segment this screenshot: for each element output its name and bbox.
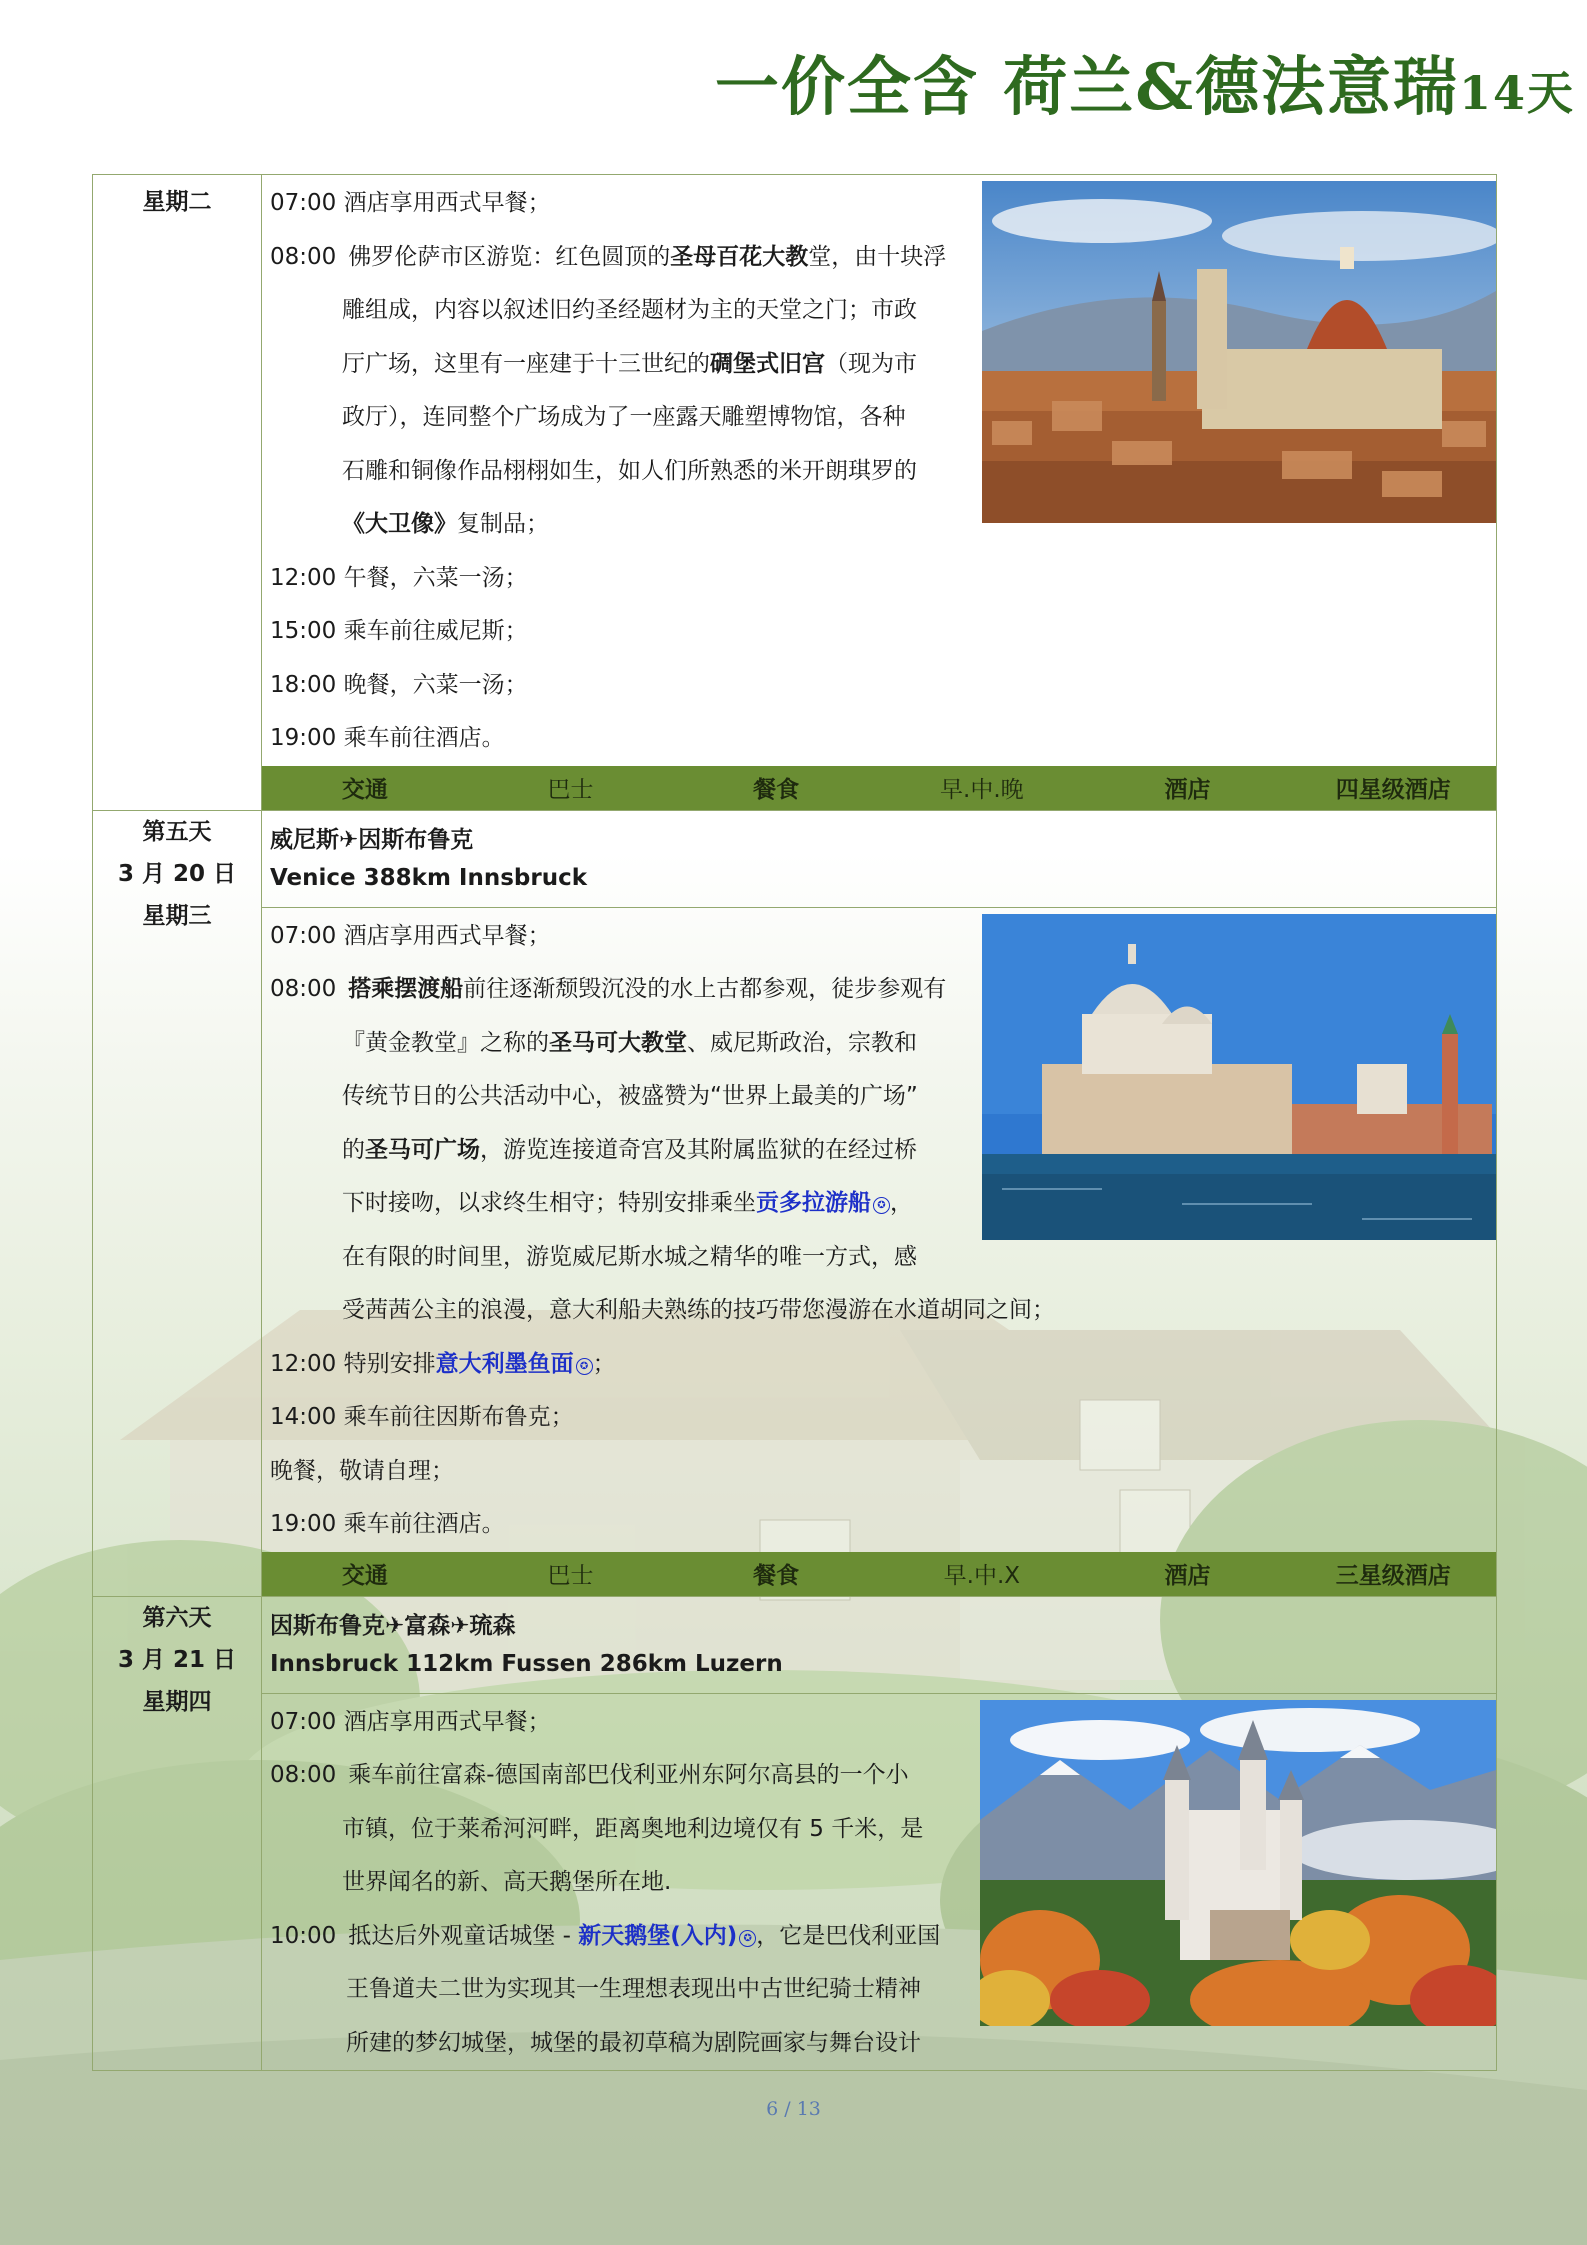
hotel-value: 三星级酒店 [1335,1563,1451,1589]
transport-label: 交通 [341,1563,388,1589]
schedule-text: 的 [342,1136,365,1163]
schedule-line: 19:00 乘车前往酒店。 [270,1511,505,1537]
schedule-line [270,498,1496,552]
schedule-text: 12:00 特别安排 [270,1350,436,1377]
schedule-line [270,1910,1496,1964]
highlight-text: 搭乘摆渡船 [348,976,464,1002]
location-pin-icon: ✪ [739,1930,756,1947]
schedule-line [270,1177,1496,1231]
schedule-line: 石雕和铜像作品栩栩如生，如人们所熟悉的米开朗琪罗的 [342,457,917,484]
schedule-line: 12:00 午餐，六菜一汤； [270,564,528,591]
highlight-text: 圣母百花大教 [670,243,809,270]
day-weekday: 星期四 [142,1688,212,1715]
day-cell [93,810,262,1596]
schedule-text: ，游览连接道奇宫及其附属监狱的在经过桥 [480,1136,917,1163]
schedule-text: ，它是巴伐利亚国 [756,1922,941,1949]
highlight-text: 《大卫像》 [342,511,457,537]
schedule-line: 07:00 酒店享用西式早餐； [270,190,551,216]
schedule-text: 下时接吻，以求终生相守；特别安排乘坐 [342,1190,756,1216]
schedule-line: 政厅），连同整个广场成为了一座露天雕塑博物馆，各种 [342,404,906,430]
transport-value: 巴士 [547,777,594,803]
day-content [262,810,1497,1596]
title-duration: 14天 [1458,66,1575,120]
schedule-line [270,1749,1496,1803]
schedule-line: 07:00 酒店享用西式早餐； [270,1708,551,1735]
location-pin-icon: ✪ [576,1358,593,1375]
neuschwanstein-link[interactable]: 新天鹅堡(入内) [578,1922,738,1949]
meals-value: 早.中.晚 [940,777,1024,803]
schedule-text: 堂，由十块浮 [808,243,947,270]
meals-value: 早.中.X [943,1563,1021,1589]
meals-label: 餐食 [753,1563,800,1589]
day-label: 第五天 [142,818,212,845]
schedule-line [270,1124,1496,1178]
highlight-text: 圣马可广场 [365,1136,480,1163]
route-cn: 因斯布鲁克✈富森✈琉森 [270,1612,516,1639]
schedule-text: ， [890,1190,913,1216]
day-label: 第六天 [142,1604,212,1631]
schedule-line: 王鲁道夫二世为实现其一生理想表现出中古世纪骑士精神 [346,1976,921,2002]
transport-label: 交通 [341,777,388,803]
schedule-line [270,231,1496,285]
schedule-text: 、威尼斯政治，宗教和 [687,1029,917,1056]
day-cell [93,175,262,811]
schedule-text: 『黄金教堂』之称的 [342,1029,549,1056]
schedule-line: 19:00 乘车前往酒店。 [270,725,505,751]
schedule-text: ； [592,1350,616,1377]
hotel-label: 酒店 [1164,1563,1211,1589]
location-pin-icon: ✪ [873,1197,890,1214]
schedule-line: 在有限的时间里，游览威尼斯水城之精华的唯一方式，感 [342,1243,917,1270]
day-content [262,1596,1497,2071]
highlight-text: 圣马可大教堂 [549,1029,687,1056]
schedule-line: 雕组成，内容以叙述旧约圣经题材为主的天堂之门；市政 [342,297,917,323]
schedule-body [262,908,1496,1552]
day-summary-bar [262,766,1496,810]
route-header [262,811,1496,908]
schedule-line: 07:00 酒店享用西式早餐； [270,922,551,949]
schedule-line [270,963,1496,1017]
schedule-text: 抵达后外观童话城堡 - [348,1922,579,1949]
schedule-time: 10:00 [270,1922,337,1949]
day-cell [93,1596,262,2071]
day-content [262,175,1497,811]
itinerary-day-row [93,810,1497,1596]
schedule-body [262,1694,1496,2071]
route-header [262,1597,1496,1694]
schedule-line: 市镇，位于莱希河河畔，距离奥地利边境仅有 5 千米，是 [342,1815,924,1842]
schedule-body [262,175,1496,766]
highlight-text: 碉堡式旧宫 [710,350,825,377]
itinerary-day-row [93,175,1497,811]
schedule-line [270,338,1496,392]
schedule-line [270,1338,1496,1392]
page-title [715,36,1575,128]
schedule-time: 08:00 [270,243,337,270]
day-date: 3 月 21 日 [117,1646,237,1673]
hotel-label: 酒店 [1164,777,1211,803]
route-en: Venice 388km Innsbruck [270,864,588,891]
schedule-line: 传统节日的公共活动中心，被盛赞为“世界上最美的广场” [342,1083,918,1109]
day-weekday: 星期三 [142,902,212,929]
schedule-text: 厅广场，这里有一座建于十三世纪的 [342,350,710,377]
schedule-text: 前往逐渐颓毁沉没的水上古都参观，徒步参观有 [463,976,947,1002]
day-summary-bar [262,1552,1496,1596]
schedule-line [270,1017,1496,1071]
schedule-time: 08:00 [270,976,337,1002]
schedule-time: 08:00 [270,1762,337,1788]
schedule-line: 14:00 乘车前往因斯布鲁克； [270,1404,574,1430]
schedule-line: 世界闻名的新、高天鹅堡所在地. [342,1869,672,1895]
schedule-line: 晚餐，敬请自理； [270,1457,454,1484]
schedule-line: 受茜茜公主的浪漫，意大利船夫熟练的技巧带您漫游在水道胡同之间； [342,1297,1055,1323]
schedule-text: 佛罗伦萨市区游览：红色圆顶的 [348,243,671,270]
schedule-line: 所建的梦幻城堡，城堡的最初草稿为剧院画家与舞台设计 [346,2029,921,2056]
hotel-value: 四星级酒店 [1335,777,1451,803]
gondola-link[interactable]: 贡多拉游船 [756,1190,871,1216]
schedule-line: 18:00 晚餐，六菜一汤； [270,671,528,698]
schedule-line: 15:00 乘车前往威尼斯； [270,618,528,644]
transport-value: 巴士 [547,1563,594,1589]
schedule-text: （现为市 [825,350,917,377]
itinerary-day-row [93,1596,1497,2071]
route-en: Innsbruck 112km Fussen 286km Luzern [270,1650,783,1677]
schedule-text: 复制品； [457,511,549,537]
day-date: 3 月 20 日 [117,860,237,887]
meals-label: 餐食 [753,777,800,803]
itinerary-table [92,174,1497,2071]
squid-ink-pasta-link[interactable]: 意大利墨鱼面 [435,1350,574,1377]
day-weekday: 星期二 [142,189,212,215]
schedule-text: 乘车前往富森-德国南部巴伐利亚州东阿尔高县的一个小 [348,1762,909,1788]
route-cn: 威尼斯✈因斯布鲁克 [270,826,474,853]
page-number: 6 / 13 [766,2098,821,2120]
title-main: 一价全含 荷兰&德法意瑞 [714,50,1459,125]
